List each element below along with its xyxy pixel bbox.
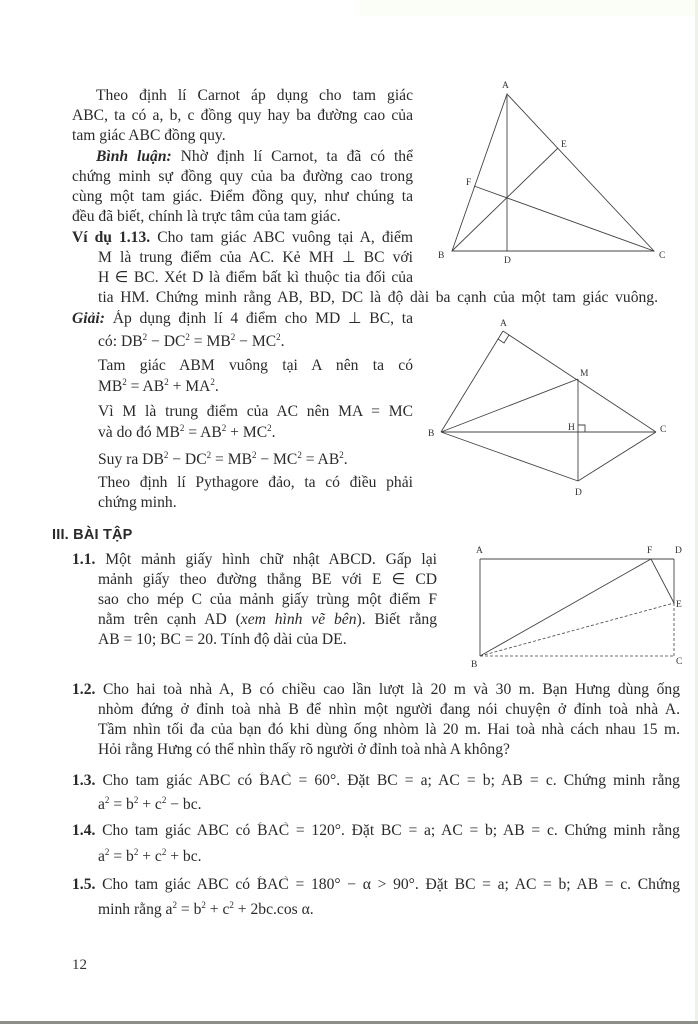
superscript-2: 2 xyxy=(161,796,167,805)
fig2-label-a: A xyxy=(500,319,507,329)
ex3-angle: BAC xyxy=(259,772,292,789)
fig1-altitude-cf xyxy=(474,186,654,251)
fig2-label-c: C xyxy=(660,425,667,435)
ex2-line-2: nhòm đứng ở đỉnh toà nhà B để nhìn một người đang nói chuyện ở đỉnh toà nhà A. xyxy=(98,701,680,718)
superscript-2: 2 xyxy=(276,333,281,342)
figure-right-triangle xyxy=(420,305,680,505)
example-line-4: tia HM. Chứng minh rằng AB, BD, DC là độ dài ba cạnh của một tam giác vuông. xyxy=(98,289,658,306)
fig2-label-b: B xyxy=(428,429,435,439)
example-label: Ví dụ 1.13. xyxy=(72,229,151,246)
fig3-segment-bf xyxy=(480,559,651,656)
ex2-line-4: Hỏi rằng Hưng có thể nhìn thấy rõ người ở đỉnh toà nhà A không? xyxy=(98,741,510,758)
ex1-line-1 xyxy=(72,551,437,569)
fig3-fold-be xyxy=(480,603,674,656)
comment-line-4: đều đã biết, chính là trực tâm của tam giác. xyxy=(72,208,341,225)
ex5-label: 1.5. xyxy=(72,876,96,893)
fig2-right-angle-h xyxy=(578,425,585,432)
ex4-label: 1.4. xyxy=(72,822,96,839)
fig3-label-c: C xyxy=(676,657,683,667)
solution-line-9: chứng minh. xyxy=(98,494,177,511)
superscript-2: 2 xyxy=(206,451,212,460)
ex2-line-3: Tầm nhìn tối đa của bạn đó khi dùng ống nhòm là 20 m. Hai toà nhà cách nhau 15 m. xyxy=(98,721,680,738)
fig1-label-a: A xyxy=(502,81,509,91)
example-line-1 xyxy=(72,229,413,247)
solution-line-8: Theo định lí Pythagore đảo, ta có điều phải xyxy=(98,474,413,491)
fig1-label-e: E xyxy=(561,140,567,150)
fig1-altitude-be xyxy=(452,148,558,251)
fig1-label-c: C xyxy=(659,251,666,261)
solution-line-3: Tam giác ABM vuông tại A nên ta có xyxy=(98,357,413,374)
superscript-2: 2 xyxy=(267,424,272,433)
superscript-2: 2 xyxy=(122,378,127,387)
superscript-2: 2 xyxy=(229,901,234,910)
ex4-angle: BAC xyxy=(257,822,290,839)
fig2-segment-bm xyxy=(441,379,578,432)
superscript-2: 2 xyxy=(164,378,169,387)
superscript-2: 2 xyxy=(201,901,206,910)
superscript-2: 2 xyxy=(251,451,257,460)
fig2-segment-dc xyxy=(578,432,656,481)
ex1-line-2: mảnh giấy theo đường thẳng BE với E ∈ CD xyxy=(98,571,437,588)
page-number: 12 xyxy=(72,957,87,973)
ex4-line-1 xyxy=(72,822,680,840)
ex3-post: = 60°. Đặt BC = a; AC = b; AB = c. Chứng minh rằng xyxy=(298,772,680,789)
ex2-text-1: Cho hai toà nhà A, B có chiều cao lần lượt là 20 m và 30 m. Bạn Hưng dùng ống xyxy=(102,681,680,698)
superscript-2: 2 xyxy=(142,333,148,342)
ex1-text-4b: ). Biết rằng xyxy=(356,611,437,628)
ex2-label: 1.2. xyxy=(72,681,96,698)
fig1-triangle-abc xyxy=(452,94,654,251)
superscript-2: 2 xyxy=(161,848,167,857)
ex4-post: = 120°. Đặt BC = a; AC = b; AB = c. Chứng minh rằng xyxy=(295,822,680,839)
ex1-line-5: AB = 10; BC = 20. Tính độ dài của DE. xyxy=(98,631,347,648)
ex4-pre: Cho tam giác ABC có xyxy=(102,822,251,839)
example-line-2: M là trung điểm của AC. Kẻ MH ⊥ BC với xyxy=(98,249,413,266)
solution-text-1: Áp dụng định lí 4 điểm cho MD ⊥ BC, ta xyxy=(112,310,413,327)
ex1-text-4-italic: xem hình vẽ bên xyxy=(240,611,357,628)
superscript-2: 2 xyxy=(185,333,190,342)
solution-label: Giải: xyxy=(72,310,105,327)
superscript-2: 2 xyxy=(104,796,110,805)
superscript-2: 2 xyxy=(210,378,215,387)
ex5-pre: Cho tam giác ABC có xyxy=(102,876,251,893)
fig1-label-b: B xyxy=(438,251,445,261)
ex1-text-1: Một mảnh giấy hình chữ nhật ABCD. Gấp lại xyxy=(105,551,437,568)
page-tint xyxy=(360,0,695,16)
superscript-2: 2 xyxy=(133,796,139,805)
solution-line-5: Vì M là trung điểm của AC nên MA = MC xyxy=(98,403,413,420)
superscript-2: 2 xyxy=(221,424,227,433)
solution-line-7: Suy ra $DB^2 - DC^2 = MB^2 - MC^2 = AB^2$. xyxy=(98,451,348,468)
exercises-heading: III. BÀI TẬP xyxy=(52,527,133,543)
fig3-label-a: A xyxy=(476,546,483,556)
solution-line-4: $MB^2 = AB^2 + MA^2$. xyxy=(98,378,219,395)
ex3-line-2: $a^2 = b^2 + c^2$ − bc. xyxy=(98,796,202,813)
superscript-2: 2 xyxy=(339,451,344,460)
fig1-label-f: F xyxy=(466,178,472,188)
fig2-side-ab xyxy=(441,331,503,432)
fig3-label-d: D xyxy=(675,546,682,556)
comment-line-2: chứng minh sự đồng quy của ba đường cao trong xyxy=(72,168,413,185)
superscript-2: 2 xyxy=(104,848,110,857)
ex3-line-1 xyxy=(72,772,680,790)
fig1-label-d: D xyxy=(504,256,511,266)
example-line-3: H ∈ BC. Xét D là điểm bất kì thuộc tia đối của xyxy=(98,269,413,286)
fig2-label-m: M xyxy=(580,369,589,379)
superscript-2: 2 xyxy=(133,848,139,857)
fig2-label-h: H xyxy=(568,423,575,433)
superscript-2: 2 xyxy=(163,451,169,460)
solution-line-6: và do đó $MB^2 = AB^2 + MC^2$. xyxy=(98,424,276,441)
ex1-line-4 xyxy=(98,611,437,629)
figure-triangle-altitudes xyxy=(430,70,680,270)
ex5-post: = 180° − α > 90°. Đặt BC = a; AC = b; AB = c. Chứng xyxy=(295,876,680,893)
fig2-side-ac xyxy=(503,331,656,432)
ex3-label: 1.3. xyxy=(72,772,96,789)
carnot-line-3: tam giác ABC đồng quy. xyxy=(72,127,226,144)
fig2-segment-bd xyxy=(441,432,578,481)
comment-line-1 xyxy=(96,148,413,166)
ex3-pre: Cho tam giác ABC có xyxy=(102,772,253,789)
superscript-2: 2 xyxy=(297,451,302,460)
comment-line-3: cùng một tam giác. Điểm đồng quy, như chúng ta xyxy=(72,188,413,205)
ex1-text-4a: nằm trên cạnh AD ( xyxy=(98,611,241,628)
superscript-2: 2 xyxy=(230,333,236,342)
solution-line-2: có: $DB^2 - DC^2 = MB^2 - MC^2$. xyxy=(98,333,285,350)
ex2-line-1 xyxy=(72,681,680,699)
superscript-2: 2 xyxy=(172,901,177,910)
carnot-line-1: Theo định lí Carnot áp dụng cho tam giác xyxy=(96,87,413,104)
ex1-line-3: sao cho mép C của mảnh giấy trùng một điểm F xyxy=(98,591,437,608)
example-text-1: Cho tam giác ABC vuông tại A, điểm xyxy=(157,229,413,246)
comment-label: Bình luận: xyxy=(96,148,172,165)
fig3-label-e: E xyxy=(676,600,682,610)
carnot-line-2: ABC, ta có a, b, c đồng quy hay ba đường cao của xyxy=(72,107,413,124)
fig3-segment-fe xyxy=(651,559,674,603)
solution-line-1 xyxy=(72,310,413,328)
ex1-label: 1.1. xyxy=(72,551,96,568)
comment-text-1: Nhờ định lí Carnot, ta đã có thể xyxy=(180,148,413,165)
ex5-angle: BAC xyxy=(256,876,289,893)
fig3-label-f: F xyxy=(647,546,653,556)
ex4-line-2: $a^2 = b^2 + c^2$ + bc. xyxy=(98,848,202,865)
ex5-line-1 xyxy=(72,876,680,894)
ex5-line-2: minh rằng $a^2 = b^2 + c^2 + 2bc.\cos$ α. xyxy=(98,901,314,918)
superscript-2: 2 xyxy=(179,424,185,433)
fig3-label-b: B xyxy=(471,660,478,670)
fig2-label-d: D xyxy=(575,488,582,498)
figure-folded-rectangle xyxy=(460,535,690,675)
